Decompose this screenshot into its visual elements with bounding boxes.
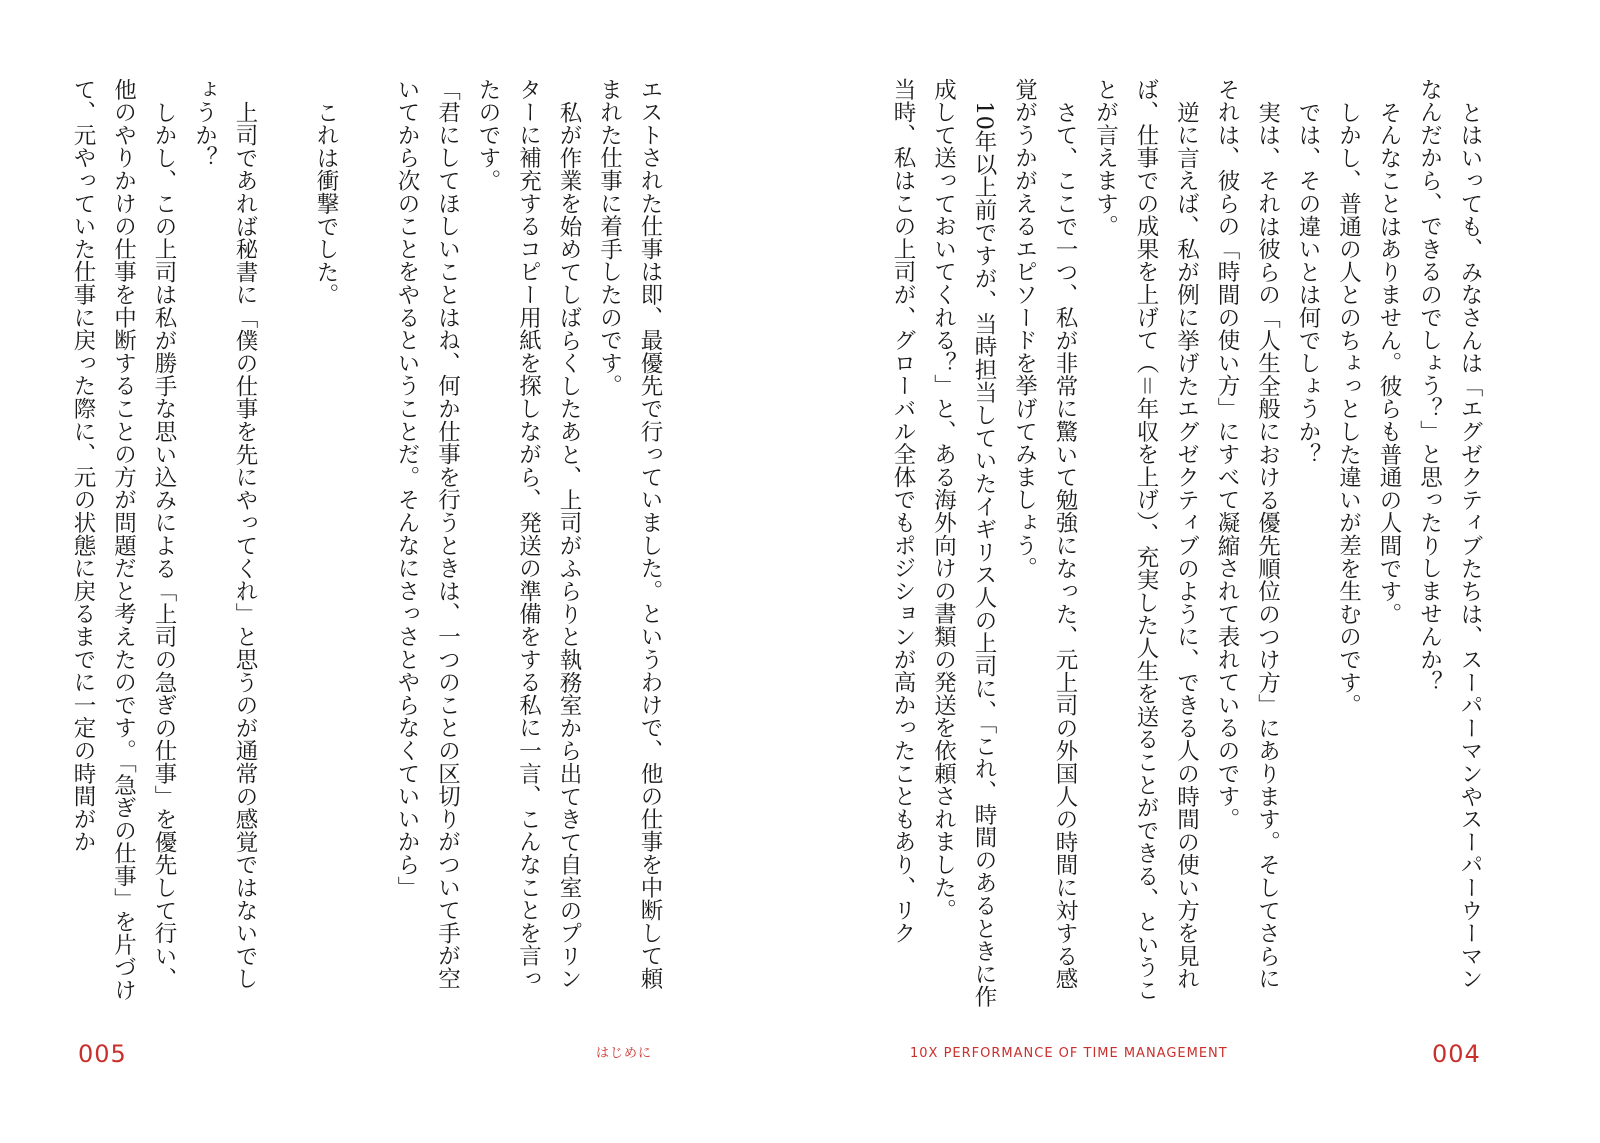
paragraph: さて、ここで一つ、私が非常に驚いて勉強になった、元上司の外国人の時間に対する感覚がうかがえるエピソードを挙げてみましょう。 — [1011, 78, 1078, 990]
paragraph: これは衝撃でした。 — [313, 100, 339, 306]
paragraph: 上司であれば秘書に「僕の仕事を先にやってくれ」と思うのが通常の感覚ではないでしょうか？ — [191, 78, 258, 990]
page-number: 004 — [1432, 1040, 1481, 1068]
left-page-body-text — [70, 78, 670, 1008]
running-head: はじめに — [596, 1046, 653, 1061]
running-head: 10X PERFORMANCE OF TIME MANAGEMENT — [910, 1046, 1228, 1061]
paragraph: そんなことはありません。彼らも普通の人間です。 — [1376, 100, 1402, 625]
paragraph: では、その違いとは何でしょうか？ — [1295, 100, 1321, 466]
right-page — [800, 0, 1600, 1143]
paragraph: 10年以上前ですが、当時担当していたイギリス人の上司に、「これ、時間のあるときに作成して送っておいてくれる？」と、ある海外向けの書類の発送を依頼されました。 — [930, 78, 997, 1008]
right-page-body-text — [890, 78, 1490, 1008]
paragraph: 当時、私はこの上司が、グローバル全体でもポジションが高かったこともあり、リク — [890, 78, 916, 945]
paragraph: しかし、この上司は私が勝手な思い込みによる「上司の急ぎの仕事」を優先して行い、他のやりかけの仕事を中断することの方が問題だと考えたのです。「急ぎの仕事」を片づけて、元やっていた仕事に戻った際に、元の状態に戻るまでに一定の時間がか — [70, 78, 177, 1002]
paragraph: 私が作業を始めてしばらくしたあと、上司がふらりと執務室から出てきて自室のプリンターに補充するコピー用紙を探しながら、発送の準備をする私に一言、こんなことを言ったのです。 — [475, 78, 582, 990]
paragraph: 逆に言えば、私が例に挙げたエグゼクティブのように、できる人の時間の使い方を見れば、仕事での成果を上げて（＝年収を上げ）、充実した人生を送ることができる、ということが言えます。 — [1092, 78, 1200, 1002]
paragraph: エストされた仕事は即、最優先で行っていました。というわけで、他の仕事を中断して頼まれた仕事に着手したのです。 — [596, 78, 663, 990]
paragraph: しかし、普通の人とのちょっとした違いが差を生むのです。 — [1335, 100, 1362, 717]
paragraph: とはいっても、みなさんは「エグゼクティブたちは、スーパーマンやスーパーウーマンなんだから、できるのでしょう？」と思ったりしませんか？ — [1416, 78, 1483, 990]
paragraph: 実は、それは彼らの「人生全般における優先順位のつけ方」にあります。そしてさらにそれは、彼らの「時間の使い方」にすべて凝縮されて表れているのです。 — [1214, 78, 1281, 990]
page-number: 005 — [78, 1040, 127, 1068]
paragraph: 「君にしてほしいことはね、何か仕事を行うときは、一つのことの区切りがついて手が空いてから次のことをやるということだ。そんなにさっさとやらなくていいから」 — [394, 78, 461, 990]
